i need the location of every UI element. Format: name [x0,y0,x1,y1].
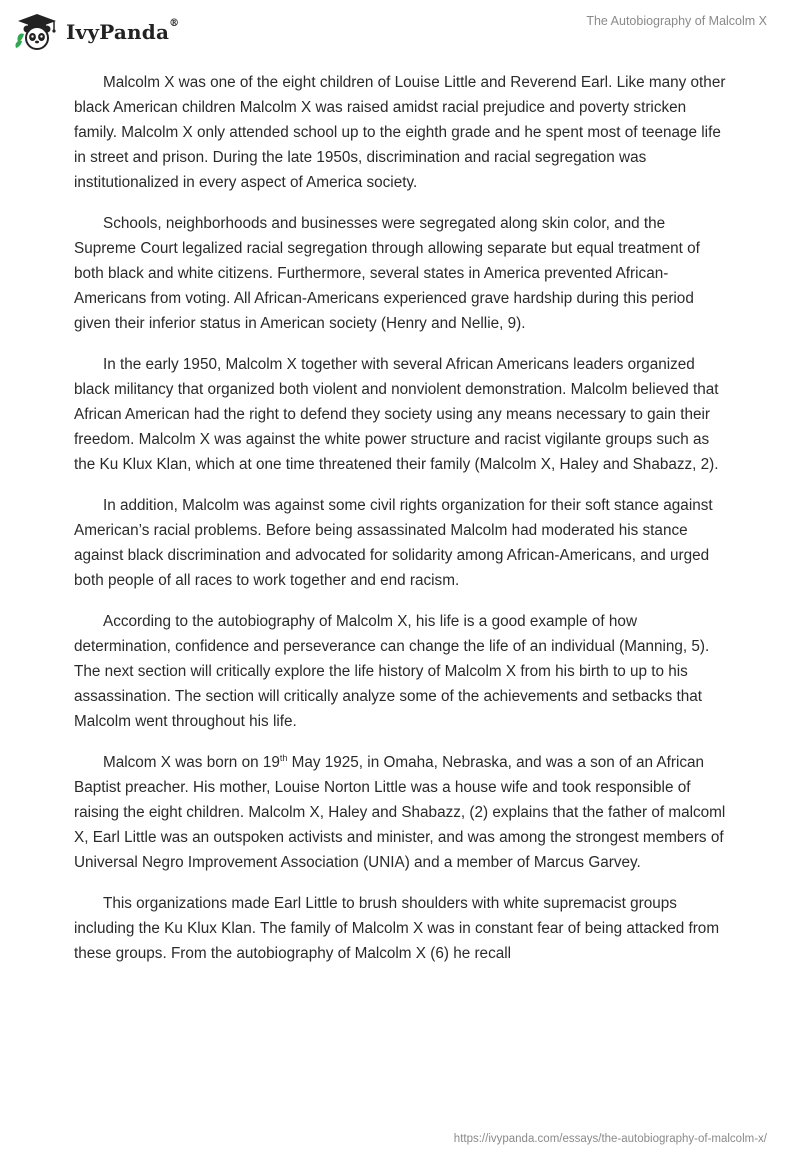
paragraph-birth [74,750,730,875]
paragraph: This organizations made Earl Little to brush shoulders with white supremacist groups including the Ku Klux Klan. The family of Malcolm X was in constant fear of being attacked from these groups. From the autobiography of Malcolm X (6) he recall [74,895,720,962]
ivypanda-logo[interactable] [14,10,179,54]
paragraph: Malcolm X was one of the eight children of Louise Little and Reverend Earl. Like many other black American children Malcolm X was raised amidst racial prejudice and poverty stricken family. Malcolm X only attended school up to the eighth grade and he spent most of teenage life in street and prison. During the late 1950s, discrimination and racial segregation was institutionalized in every aspect of America society. [74,74,726,191]
paragraph: According to the autobiography of Malcolm X, his life is a good example of how determination, confidence and perseverance can change the life of an individual (Manning, 5). The next section will critically explore the life history of Malcolm X from his birth to up to his assassination. The section will critically analyze some of the achievements and setbacks that Malcolm went throughout his life. [74,613,710,730]
document-title: The Autobiography of Malcolm X [586,14,767,28]
panda-graduate-icon [14,12,60,52]
registered-mark: ® [169,18,180,29]
ordinal-suffix: th [279,752,288,763]
paragraph: Schools, neighborhoods and businesses were segregated along skin color, and the Supreme Court legalized racial segregation through allowing separate but equal treatment of both black and white citizens. Furthermore, several states in America prevented African-Americans from voting. All African-Americans experienced grave hardship during this period given their inferior status in American society (Henry and Nellie, 9). [74,215,700,332]
paragraph: In the early 1950, Malcolm X together with several African Americans leaders organized black militancy that organized both violent and nonviolent demonstration. Malcolm believed that African American had the right to defend they society using any means necessary to gain their freedom. Malcolm X was against the white power structure and racist vigilante groups such as the Ku Klux Klan, which at one time threatened their family (Malcolm X, Haley and Shabazz, 2). [74,356,719,473]
birth-text-start: Malcom X was born on 19 [103,754,280,771]
paragraph: In addition, Malcolm was against some civil rights organization for their soft stance against American’s racial problems. Before being assassinated Malcolm had moderated his stance against black discrimination and advocated for solidarity among African-Americans, and urged both people of all races to work together and end racism. [74,497,713,589]
source-url[interactable]: https://ivypanda.com/essays/the-autobiography-of-malcolm-x/ [453,1133,767,1145]
brand-name: IvyPanda® [66,18,180,44]
essay-body [74,70,730,982]
birth-text-end: May 1925, in Omaha, Nebraska, and was a son of an African Baptist preacher. His mother, Louise Norton Little was a house wife and took responsible of raising the eight children. Malcolm X, Haley and Shabazz, (2) explains that the father of malcoml X, Earl Little was an outspoken activists and minister, and was among the strongest members of Universal Negro Improvement Association (UNIA) and a member of Marcus Garvey. [74,754,726,871]
page-header [0,0,800,60]
